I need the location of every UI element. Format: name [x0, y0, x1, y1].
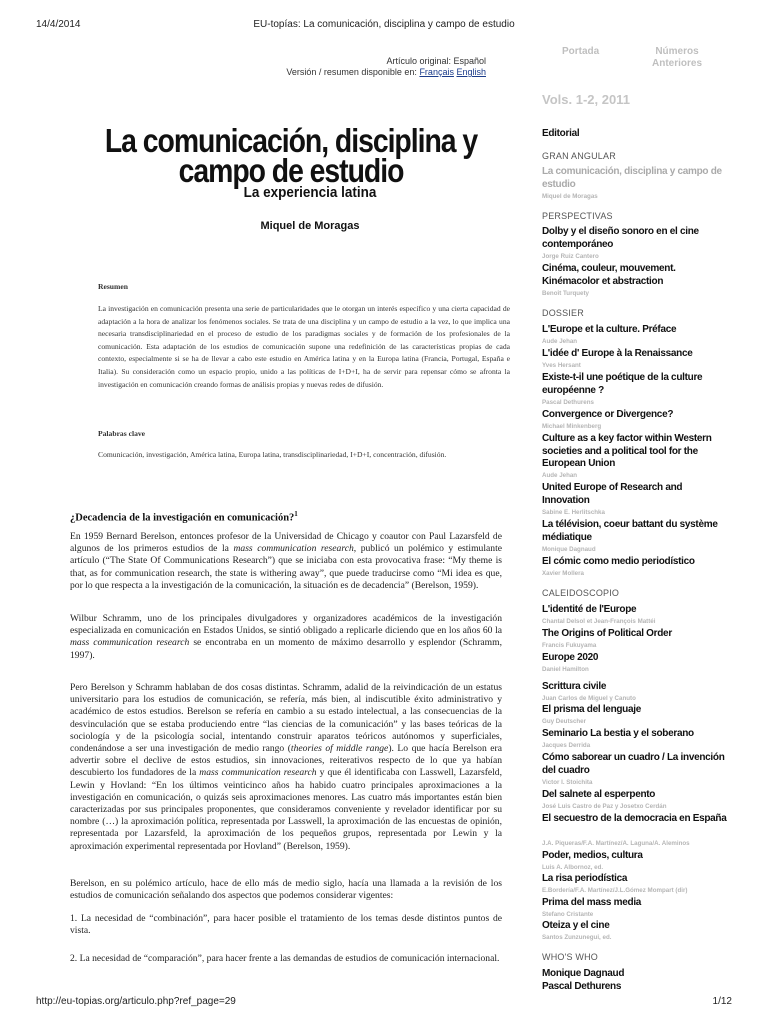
body-paragraph-1: En 1959 Bernard Berelson, entonces profesor de la Universidad de Chicago y coautor con Paul Lazarsfeld de algunos de los primeros estudios de la mass communication research, publicó un polémico y estimulante artículo (“The State Of Communications Research”) que se iniciaba con esta provocativa frase: “My theme is that, as for communication research, the state is withering away”, que puede traducirse como “Mi idea es que, por lo que respecta a la investigación de la comunicación, la situación es de decadencia” (Berelson, 1959). — [70, 531, 502, 591]
sidebar-section-perspectivas: PERSPECTIVAS — [542, 211, 613, 221]
sidebar-entry-title[interactable]: United Europe of Research and Innovation — [542, 482, 683, 506]
sidebar-entry-author: Guy Deutscher — [542, 718, 587, 725]
sidebar-entry-title[interactable]: Del salnete al esperpento — [542, 789, 656, 800]
original-language: Artículo original: Español — [386, 56, 486, 66]
abstract-label: Resumen — [98, 282, 128, 291]
body-paragraph-3: Pero Berelson y Schramm hablaban de dos cosas distintas. Schramm, adalid de la reivindicación de un estatus universitario para los estudios de comunicación, se refería, más bien, al indiscutible éxito administrativo y académico de estos estudios. Berelson se refería en cambio a su estado intelectual, a las consecuencias de la desvinculación que se estaba produciendo entre “las ciencias de la comunicación” y las bases teóricas de la sociología y de la psicología social, intentando construir aparatos teóricos autónomos y superficiales, condenándose a ser una investigación de medio rango (theories of middle range). Lo que hacía Berelson era advertir sobre el declive de estos estudios, sin innovaciones, reiterativos respecto de lo que ya habían descubierto los fundadores de la mass communication research y que él identificaba con Lasswell, Lazarsfeld, Lewin y Hovland: “En los últimos veinticinco años ha habido cuatro principales aproximaciones a la investigación en comunicación, o quizás seis aproximaciones menores. Las cuatro más importantes están bien caracterizadas por sus principales proponentes, que consideramos conveniente y revelador identificar por su nombre (…) la aproximación política, representada por Lasswell, la aproximación de las encuestas de opinión, representada por Lazarsfeld, la aproximación de los pequeños grupos, representada por Lewin y la aproximación experimental representada por Hovland” (Berelson, 1959). — [70, 682, 503, 852]
sidebar-whos-who-entry[interactable]: Monique Dagnaud — [542, 968, 625, 979]
print-page-title: EU-topías: La comunicación, disciplina y campo de estudio — [253, 19, 515, 30]
sidebar-entry-author: E.Bordería/F.A. Martínez/J.L.Gómez Mompart (dir) — [542, 887, 688, 894]
sidebar-entry-author: Francis Fukuyama — [542, 642, 597, 649]
abstract-text: La investigación en comunicación presenta una serie de particularidades que le otorgan un interés específico y una cierta capacidad de adaptación a la hora de analizar los fenómenos sociales. Se trata de una disciplina y un campo de estudio a la vez, lo que implica una necesaria transdisciplinariedad en el proceso de estudio de los paradigmas sociales y de formación de los profesionales de la comunicación. Esta adaptación de los estudios de comunicación supone una redefinición de las características propias de cada contexto, especialmente si se ha de llevar a cabo este estudio en América latina y en la Europa latina (Francia, Portugal, España e Italia). Su consideración como un espacio propio, unido a las políticas de I+D+I, ha de servir para repensar cómo se afronta la investigación en comunicación creando formas de análisis propias y nuevas redes de difusión. — [98, 304, 510, 389]
sidebar-entry-title[interactable]: Existe-t-il une poétique de la culture européenne ? — [542, 372, 703, 396]
lang-french-link[interactable]: Français — [419, 67, 454, 77]
sidebar-entry-title[interactable]: El secuestro de la democracia en España — [542, 813, 727, 824]
article-title: La comunicación, disciplina y campo de estudio — [104, 122, 478, 189]
print-url: http://eu-topias.org/articulo.php?ref_page=29 — [36, 996, 236, 1007]
sidebar-entry-author: Juan Carlos de Miguel y Canuto — [542, 695, 636, 702]
sidebar-entry-author: José Luis Castro de Paz y Josetxo Cerdán — [542, 803, 667, 810]
article-author: Miquel de Moragas — [260, 220, 360, 232]
sidebar-entry-author: Miquel de Moragas — [542, 193, 598, 200]
sidebar-entry-author: Santos Zunzunegui, ed. — [542, 934, 612, 941]
sidebar-entry-author: Yves Hersant — [542, 362, 581, 369]
sidebar-section-caleidoscopio: CALEIDOSCOPIO — [542, 588, 620, 598]
sidebar-entry-title[interactable]: The Origins of Political Order — [542, 628, 672, 639]
sidebar-entry-author: Stefano Cristante — [542, 911, 594, 918]
sidebar-entry-author: Jacques Derrida — [542, 742, 591, 749]
sidebar-entry-title[interactable]: La comunicación, disciplina y campo de estudio — [542, 166, 722, 190]
sidebar-editorial-link[interactable]: Editorial — [542, 128, 580, 139]
print-date: 14/4/2014 — [36, 19, 81, 30]
sidebar-entry-title[interactable]: Oteiza y el cine — [542, 920, 610, 931]
body-paragraph-2: Wilbur Schramm, uno de los principales divulgadores y organizadores académicos de la investigación especializada en comunicación en Estados Unidos, se sintió obligado a replicarle diciendo que en los años 60 la mass communication research se encontraba en un momento de máximo desarrollo y esplendor (Schramm, 1997). — [70, 613, 502, 661]
sidebar-entry-author: Victor I. Stoichita — [542, 779, 593, 786]
sidebar-entry-title[interactable]: La risa periodística — [542, 873, 628, 884]
print-header — [0, 0, 768, 30]
body-paragraph-4: Berelson, en su polémico artículo, hace de ello más de medio siglo, hacía una llamada a la revisión de los estudios de comunicación señalando dos aspectos que podemos considerar vigentes: — [70, 878, 502, 902]
nav-back-issues-link[interactable]: Números Anteriores — [652, 46, 703, 69]
sidebar-entry-author: Monique Dagnaud — [542, 546, 596, 553]
sidebar-entry-author: Michael Minkenberg — [542, 423, 602, 430]
sidebar-whos-who-entry[interactable]: Pascal Dethurens — [542, 981, 622, 992]
sidebar-entry-title[interactable]: Culture as a key factor within Western societies and a political tool for the European Union — [542, 433, 712, 469]
footnote-link[interactable]: 1 — [294, 510, 298, 518]
sidebar-entry-title[interactable]: Convergence or Divergence? — [542, 409, 674, 420]
sidebar-entry-title[interactable]: Cómo saborear un cuadro / La invención del cuadro — [542, 752, 725, 776]
sidebar-entry-title[interactable]: El prisma del lenguaje — [542, 704, 641, 715]
sidebar-entry-title[interactable]: L'Europe et la culture. Préface — [542, 324, 677, 335]
body-paragraph-6: 2. La necesidad de “comparación”, para hacer frente a las demandas de estudios de comunicación internacional. — [70, 953, 500, 964]
sidebar-entry-title[interactable]: L'identité de l'Europe — [542, 604, 637, 615]
sidebar-entry-author: Luis A. Albornoz, ed. — [542, 864, 604, 871]
sidebar-entry-author: Pascal Dethurens — [542, 399, 594, 406]
sidebar-entry-author: J.A. Piqueras/F.A. Martínez/A. Laguna/A. Aleminos — [542, 840, 690, 847]
article-subtitle: La experiencia latina — [243, 184, 377, 201]
sidebar-entry-author: Benoît Turquety — [542, 290, 589, 297]
sidebar-entry-title[interactable]: El cómic como medio periodístico — [542, 556, 695, 567]
sidebar-entry-author: Sabine E. Herlitschka — [542, 509, 605, 516]
sidebar-entry-author: Jorge Ruiz Cantero — [542, 253, 599, 260]
body-paragraph-5: 1. La necesidad de “combinación”, para hacer posible el tratamiento de los temas desde distintos puntos de vista. — [70, 913, 502, 937]
sidebar-entry-author: Chantal Delsol et Jean-François Mattéi — [542, 618, 656, 625]
sidebar-entry-author: Aude Jehan — [542, 338, 578, 345]
keywords-label: Palabras clave — [98, 429, 146, 438]
sidebar-entry-title[interactable]: L'idée d' Europe à la Renaissance — [542, 348, 693, 359]
sidebar-section-whos-who: WHO'S WHO — [542, 952, 599, 962]
nav-home-link[interactable]: Portada — [562, 46, 600, 57]
sidebar-entry-title[interactable]: Seminario La bestia y el soberano — [542, 728, 694, 739]
lang-english-link[interactable]: English — [456, 67, 486, 77]
keywords-text: Comunicación, investigación, América latina, Europa latina, transdisciplinariedad, I+D+I, concentración, difusión. — [98, 450, 447, 459]
volume-label: Vols. 1-2, 2011 — [542, 92, 630, 107]
sidebar-entry-title[interactable]: Poder, medios, cultura — [542, 850, 643, 861]
sidebar-entry-title[interactable]: Europe 2020 — [542, 652, 599, 663]
sidebar-entry-author: Xavier Mollera — [542, 570, 584, 577]
original-language-info: Artículo original: Español Versión / resumen disponible en: Français English — [260, 56, 486, 78]
sidebar-entry-author: Daniel Hamilton — [542, 666, 589, 673]
sidebar-entry-title[interactable]: Scrittura civile — [542, 681, 607, 692]
sidebar-section-gran-angular: GRAN ANGULAR — [542, 151, 616, 161]
sidebar-entry-title[interactable]: Dolby y el diseño sonoro en el cine contemporáneo — [542, 226, 699, 250]
sidebar-entry-author: Aude Jehan — [542, 472, 578, 479]
sidebar-entry-title[interactable]: Cinéma, couleur, mouvement. Kinémacolor et abstraction — [542, 263, 676, 287]
section-heading: ¿Decadencia de la investigación en comunicación?$^1$ — [70, 510, 298, 524]
sidebar-section-dossier: DOSSIER — [542, 308, 584, 318]
print-page-number: 1/12 — [712, 996, 732, 1007]
sidebar-entry-title[interactable]: Prima del mass media — [542, 897, 642, 908]
sidebar-entry-title[interactable]: La télévision, coeur battant du système médiatique — [542, 519, 718, 543]
